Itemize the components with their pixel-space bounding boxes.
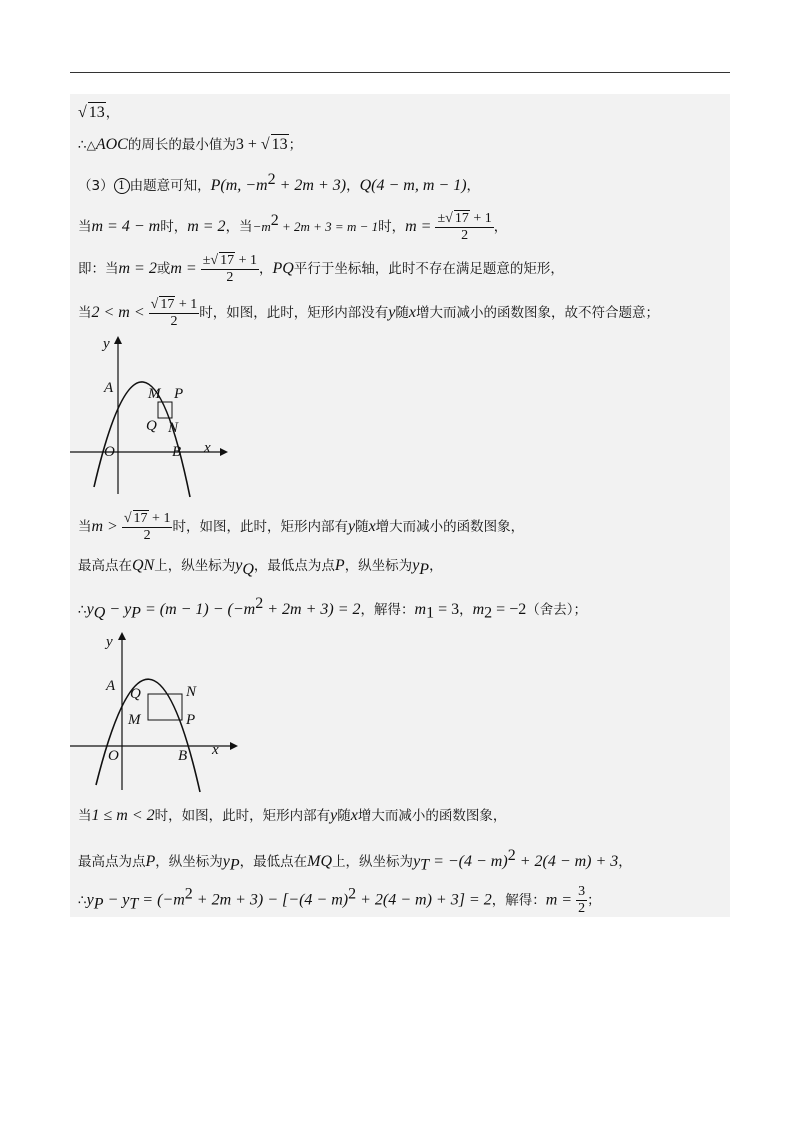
circled-number: 1 bbox=[114, 178, 130, 194]
label-o: O bbox=[108, 748, 119, 764]
line-10: 当1 ≤ m < 2时，如图，此时，矩形内部有y随x增大而减小的函数图象， bbox=[78, 807, 507, 824]
line-6: 当2 < m < $\frac{√ 17 + 1}{2}$ 时，如图，此时，矩形内部没有y随x增大而减小的函数图象，故不符合题意； bbox=[78, 297, 659, 329]
header-rule bbox=[70, 72, 730, 73]
label-x: x bbox=[212, 742, 219, 758]
line-1: √ 13， bbox=[78, 104, 120, 121]
label-m: M bbox=[148, 386, 161, 402]
fraction: $\frac{√ 17 + 1}{2}$ bbox=[123, 511, 171, 543]
x-axis-arrow bbox=[230, 742, 238, 750]
label-x: x bbox=[204, 440, 211, 456]
sqrt-13: √ 13 bbox=[78, 104, 105, 121]
line-7: 当m > $\frac{√ 17 + 1}{2}$ 时，如图，此时，矩形内部有y随x增大而减小的函数图象， bbox=[78, 511, 525, 543]
label-y: y bbox=[103, 336, 110, 352]
label-a: A bbox=[106, 678, 116, 694]
rectangle-qnpm bbox=[148, 694, 182, 720]
y-axis-arrow bbox=[114, 336, 122, 344]
label-m: M bbox=[128, 712, 141, 728]
label-o: O bbox=[104, 444, 115, 460]
label-p: P bbox=[174, 386, 184, 402]
figure-1-parabola bbox=[70, 332, 240, 502]
label-n: N bbox=[168, 420, 179, 436]
line-12: $\therefore y_P - y_T = (-m^2 + 2m + 3) - [-(4 - m)^2 + 2(4 - m) + 3] = 2$，解得：m = $\frac{3}{2}$ ； bbox=[78, 884, 601, 916]
label-a: A bbox=[104, 380, 114, 396]
line-11: 最高点为点P，纵坐标为$y_P$，最低点在MQ上，纵坐标为$y_T = -(4 - m)^2 + 2(4 - m) + 3$， bbox=[78, 847, 632, 874]
line-3: （3） 1 由题意可知，P(m, $-m^2 + 2m + 3$)，Q(4 − m, m − 1)， bbox=[78, 171, 481, 194]
rectangle-mpnq bbox=[158, 402, 172, 418]
label-q: Q bbox=[130, 686, 141, 702]
solution-content bbox=[70, 94, 730, 917]
label-p: P bbox=[186, 712, 196, 728]
line-2: ∴△AOC的周长的最小值为3 + √ 13； bbox=[78, 136, 303, 153]
label-y: y bbox=[106, 634, 113, 650]
label-b: B bbox=[178, 748, 188, 764]
line-8: 最高点在QN上，纵坐标为$y_Q$，最低点为点P，纵坐标为$y_P$， bbox=[78, 557, 443, 578]
fraction: $\frac{\pm√ 17 + 1}{2}$ bbox=[437, 211, 492, 243]
label-n: N bbox=[186, 684, 197, 700]
label-b: B bbox=[172, 444, 182, 460]
y-axis-arrow bbox=[118, 632, 126, 640]
fraction: $\frac{3}{2}$ bbox=[578, 884, 586, 916]
fraction: $\frac{√ 17 + 1}{2}$ bbox=[150, 297, 198, 329]
line-4: 当m = 4 − m时，m = 2，当$-m^2 + 2m + 3 = m - 1$时，m = $\frac{\pm√ 17 + 1}{2}$ ， bbox=[78, 211, 508, 243]
figure-2-parabola bbox=[70, 630, 240, 800]
line-9: $\therefore y_Q - y_P = (m - 1) - (-m^2 + 2m + 3) = 2$，解得：$m_1 = 3$，$m_2 = -2$（舍去）； bbox=[78, 595, 587, 622]
fraction: $\frac{\pm√ 17 + 1}{2}$ bbox=[202, 253, 257, 285]
line-5: 即：当m = 2或m = $\frac{\pm√ 17 + 1}{2}$ ，PQ平行于坐标轴，此时不存在满足题意的矩形， bbox=[78, 253, 564, 285]
label-q: Q bbox=[146, 418, 157, 434]
x-axis-arrow bbox=[220, 448, 228, 456]
